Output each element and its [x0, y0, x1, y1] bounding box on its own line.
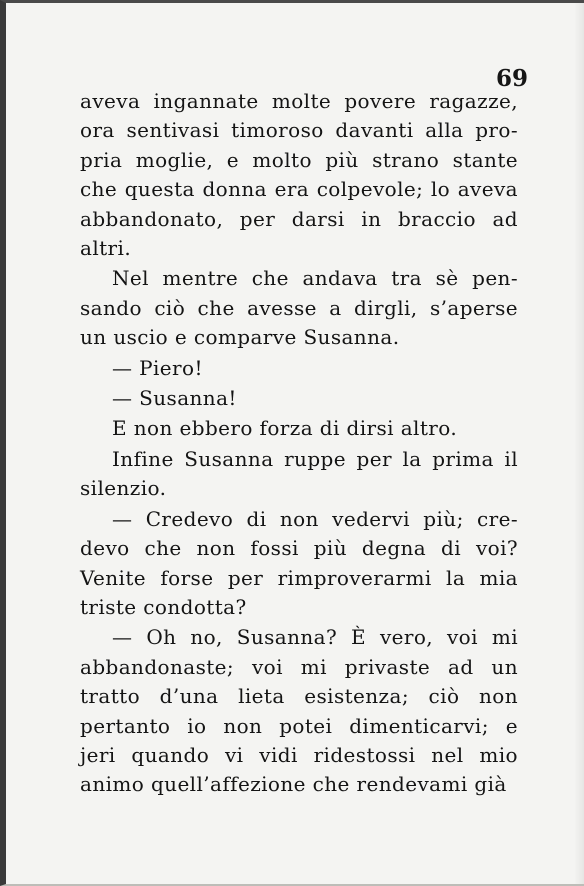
- text-line: E non ebbero forza di dirsi altro.: [112, 416, 458, 441]
- paragraph: [80, 87, 518, 263]
- text-line: sando ciò che avesse a dirgli, s’aperse: [80, 295, 518, 320]
- paragraph: [80, 414, 518, 443]
- body-text: [80, 87, 518, 800]
- text-line: Infine Susanna ruppe per la prima il: [112, 446, 518, 471]
- text-line: Venite forse per rimproverarmi la mia: [80, 565, 518, 590]
- text-line: abbandonato, per darsi in braccio ad: [80, 206, 518, 231]
- text-line: — Piero!: [112, 355, 203, 380]
- text-line: pertanto io non potei dimenticarvi; e: [80, 713, 518, 738]
- text-line: un uscio e comparve Susanna.: [80, 325, 400, 350]
- paragraph: [80, 354, 518, 383]
- paragraph: [80, 445, 518, 504]
- text-line: pria moglie, e molto più strano stante: [80, 147, 518, 172]
- text-line: tratto d’una lieta esistenza; ciò non: [80, 684, 518, 709]
- text-line: Nel mentre che andava tra sè pen-: [112, 266, 518, 291]
- text-line: triste condotta?: [80, 594, 247, 619]
- text-line: silenzio.: [80, 476, 167, 501]
- text-line: devo che non fossi più degna di voi?: [80, 536, 518, 561]
- text-line: ora sentivasi timoroso davanti alla pro-: [80, 118, 518, 143]
- paragraph: [80, 264, 518, 352]
- text-line: — Oh no, Susanna? È vero, voi mi: [112, 625, 518, 650]
- text-line: animo quell’affezione che rendevami già: [80, 772, 507, 797]
- text-line: jeri quando vi vidi ridestossi nel mio: [80, 742, 518, 767]
- paragraph: [80, 623, 518, 799]
- paragraph: [80, 505, 518, 623]
- page-number: 69: [496, 65, 529, 92]
- text-line: aveva ingannate molte povere ragazze,: [80, 89, 518, 113]
- text-line: altri.: [80, 236, 132, 261]
- paragraph: [80, 384, 518, 413]
- text-line: — Susanna!: [112, 386, 237, 411]
- text-line: abbandonaste; voi mi privaste ad un: [80, 654, 518, 679]
- text-line: che questa donna era colpevole; lo aveva: [80, 177, 518, 202]
- text-line: — Credevo di non vedervi più; cre-: [112, 506, 518, 531]
